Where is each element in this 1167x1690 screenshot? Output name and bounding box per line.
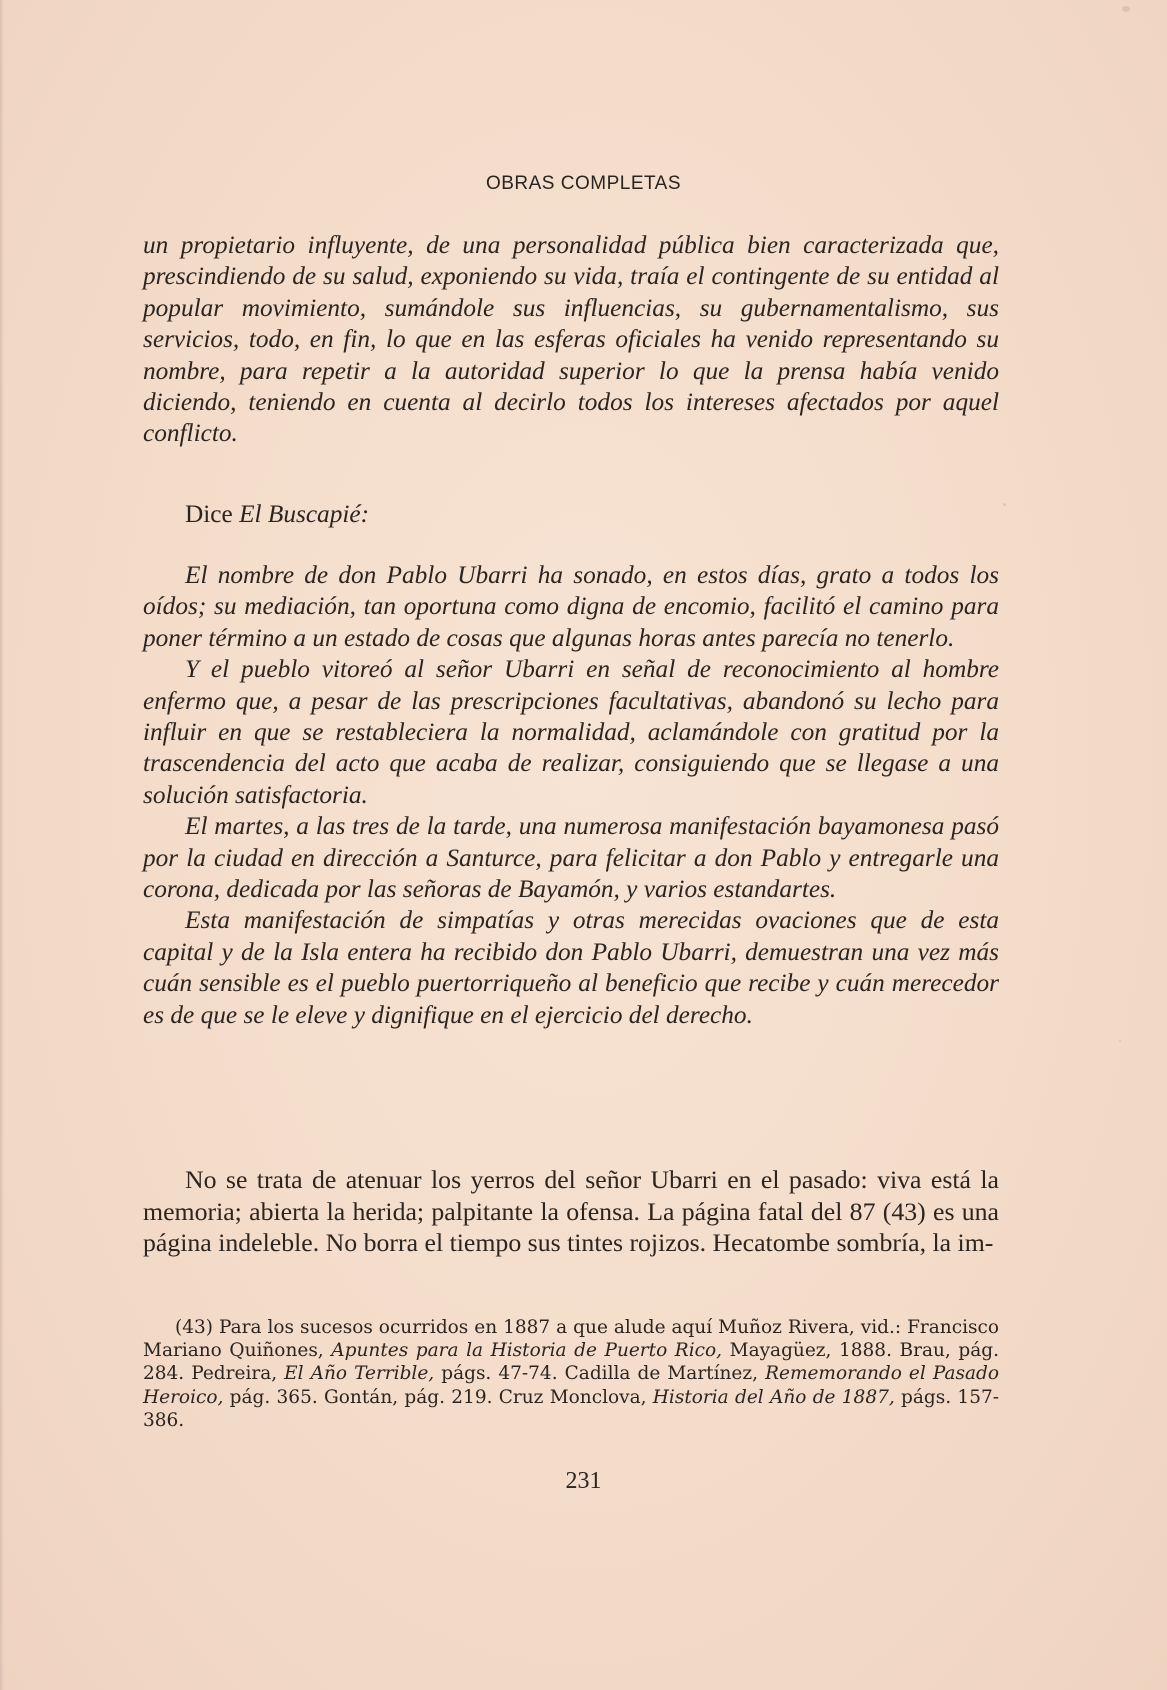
footnote-work-title: Apuntes para la Historia de Puerto Rico,: [331, 1340, 723, 1362]
quote-paragraph-1: El nombre de don Pablo Ubarri ha sonado, en estos días, grato a todos los oídos; su mediación, tan oportuna como digna de encomio, facilitó el camino para poner término a un estado de cosas que algunas horas antes parecía no tenerlo.: [143, 561, 999, 652]
closing-paragraph-block: [143, 1164, 999, 1259]
footnote-work-title: El Año Terrible,: [284, 1363, 435, 1385]
running-head: OBRAS COMPLETAS: [485, 173, 682, 194]
paper-speck: [1119, 1040, 1121, 1042]
source-title: El Buscapié:: [239, 500, 370, 528]
footnote-segment: págs. 157-386.: [143, 1386, 999, 1431]
quoted-passage: [143, 560, 999, 1031]
page-number: 231: [565, 1468, 602, 1494]
footnote-text: [143, 1316, 999, 1432]
footnote-work-title: Rememorando el Pasado Heroico,: [143, 1363, 1000, 1408]
footnote-segment: pág. 365. Gontán, pág. 219. Cruz Monclova,: [223, 1386, 653, 1408]
footnote-segment: págs. 47-74. Cadilla de Martínez,: [434, 1363, 766, 1385]
footnote-work-title: Historia del Año de 1887,: [652, 1386, 895, 1408]
quote-paragraph-3: El martes, a las tres de la tarde, una numerosa manifestación bayamonesa pasó por la ciudad en dirección a Santurce, para felicitar a don Pablo y entregarle una corona, dedicada por las señoras de Bayamón, y varios estandartes.: [143, 812, 999, 904]
page-edge-shadow: [0, 0, 4, 1690]
opening-paragraph-block: [143, 230, 999, 450]
quote-paragraph-4: Esta manifestación de simpatías y otras merecidas ovaciones que de esta capital y de la Isla entera ha recibido don Pablo Ubarri, demuestran una vez más cuán sensible es el pueblo puertorriqueño al beneficio que recibe y cuán merecedor es de que se le eleve y dignifique en el ejercicio del derecho.: [143, 906, 999, 1029]
opening-paragraph: un propietario influyente, de una personalidad pública bien caracterizada que, prescindiendo de su salud, exponiendo su vida, traía el contingente de su entidad al popular movimiento, sumándole sus influencias, su gubernamentalismo, sus servicios, todo, en fin, lo que en las esferas oficiales ha venido representando su nombre, para repetir a la autoridad superior lo que la prensa había venido diciendo, teniendo en cuenta al decirlo todos los intereses afectados por aquel conflicto.: [143, 231, 999, 448]
footnote-segment: Mayagüez, 1888. Brau, pág. 284. Pedreira,: [143, 1340, 999, 1385]
footnote-43: [143, 1316, 999, 1432]
paper-speck: [1122, 6, 1130, 12]
paper-speck: [1003, 503, 1006, 506]
footnote-segment: (43) Para los sucesos ocurridos en 1887 a que alude aquí Muñoz Rivera, vid.: Francisco Mariano Quiñones,: [143, 1317, 999, 1362]
dice-prefix: Dice: [185, 500, 240, 528]
closing-paragraph: No se trata de atenuar los yerros del señor Ubarri en el pasado: viva está la memoria; abierta la herida; palpitante la ofensa. La página fatal del 87 (43) es una página indeleble. No borra el tiempo sus tintes rojizos. Hecatombe sombría, la im-: [143, 1165, 999, 1258]
dice-line: [143, 499, 999, 530]
quote-paragraph-2: Y el pueblo vitoreó al señor Ubarri en señal de reconocimiento al hombre enfermo que, a pesar de las prescripciones facultativas, abandonó su lecho para influir en que se restableciera la normalidad, aclamándole con gratitud por la trascendencia del acto que acaba de realizar, consiguiendo que se llegase a una solución satisfactoria.: [143, 655, 999, 809]
